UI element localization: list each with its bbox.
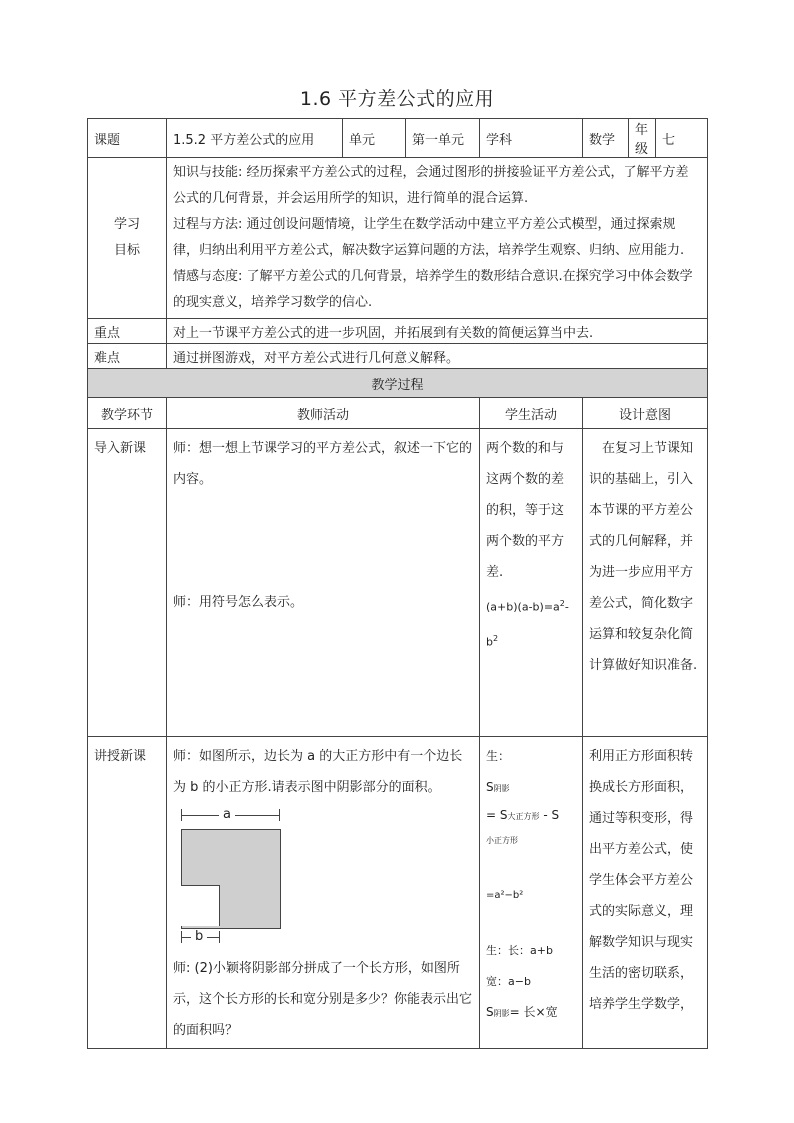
small-square — [181, 885, 220, 926]
intro-stage: 导入新课 — [88, 429, 167, 737]
new-student-eq1: = S大正方形 - S 小正方形 — [486, 808, 560, 845]
formula-minus: - — [564, 600, 569, 614]
goal-process: 过程与方法: 通过创设问题情境，让学生在数学活动中建立平方差公式模型，通过探索规律，归纳出利用平方差公式，解决数字运算问题的方法，培养学生观察、归纳、应用能力. — [173, 217, 685, 258]
square-figure — [173, 807, 313, 947]
subject-label: 学科 — [480, 119, 583, 158]
key-point-label: 重点 — [88, 319, 167, 344]
col-teacher: 教师活动 — [167, 398, 480, 429]
goals-label — [88, 158, 167, 319]
new-student-len: 生：长：a+b — [486, 944, 553, 957]
unit-value: 第一单元 — [406, 119, 480, 158]
goal-knowledge: 知识与技能: 经历探索平方差公式的过程，会通过图形的拼接验证平方差公式，了解平方差公式的几何背景，并会运用所学的知识，进行简单的混合运算. — [173, 165, 689, 206]
new-student — [480, 737, 583, 1049]
label-b: b — [191, 930, 207, 944]
lesson-value: 1.5.2 平方差公式的应用 — [167, 119, 343, 158]
difficulty-row — [88, 344, 708, 369]
formula-b: b — [486, 635, 493, 649]
new-teacher-q1: 师：如图所示，边长为 a 的大正方形中有一个边长为 b 的小正方形.请表示图中阴影部分的面积。 — [173, 749, 463, 795]
intro-teacher-q1: 师：想一想上节课学习的平方差公式，叙述一下它的内容。 — [173, 441, 473, 487]
new-student-l1: 生： — [486, 749, 511, 763]
goals-text — [167, 158, 708, 319]
key-point-text: 对上一节课平方差公式的进一步巩固，并拓展到有关数的简便运算当中去. — [167, 319, 708, 344]
process-header-row — [88, 369, 708, 398]
info-row — [88, 119, 708, 158]
grade-value: 七 — [656, 119, 708, 158]
new-stage: 讲授新课 — [88, 737, 167, 1049]
col-stage: 教学环节 — [88, 398, 167, 429]
goals-row — [88, 158, 708, 319]
new-student-wid: 宽：a−b — [486, 975, 531, 988]
formula-base: (a+b)(a-b)=a — [486, 600, 560, 614]
column-header-row — [88, 398, 708, 429]
grade-label: 年级 — [629, 119, 656, 158]
section-intro-row — [88, 429, 708, 737]
intro-student — [480, 429, 583, 737]
intro-teacher-q2: 师：用符号怎么表示。 — [173, 595, 304, 610]
new-student-s: S阴影 — [486, 780, 510, 794]
goal-emotion: 情感与态度: 了解平方差公式的几何背景，培养学生的数形结合意识.在探究学习中体会数学的现实意义，培养学习数学的信心. — [173, 269, 693, 310]
intro-student-a1: 两个数的和与这两个数的差的积，等于这两个数的平方差. — [486, 441, 565, 580]
new-teacher-q2: 师: (2)小颖将阴影部分拼成了一个长方形，如图所示，这个长方形的长和宽分别是多少？你能表示出它的面积吗？ — [173, 961, 473, 1038]
section-new-row — [88, 737, 708, 1049]
key-point-row — [88, 319, 708, 344]
unit-label: 单元 — [343, 119, 406, 158]
new-student-eq2: =a²−b² — [486, 890, 524, 901]
formula-sup1: 2 — [559, 599, 565, 608]
goals-label-line1: 学习 — [113, 217, 140, 232]
formula-sup2: 2 — [493, 633, 499, 643]
new-intent: 利用正方形面积转换成长方形面积，通过等积变形，得出平方差公式，使学生体会平方差公式的实际意义，理解数学知识与现实生活的密切联系，培养学生学数学， — [583, 737, 708, 1049]
goals-label-line2: 目标 — [113, 243, 140, 258]
difficulty-label: 难点 — [88, 344, 167, 369]
lesson-plan-table — [87, 118, 708, 1049]
col-student: 学生活动 — [480, 398, 583, 429]
label-a: a — [219, 808, 235, 822]
intro-teacher — [167, 429, 480, 737]
new-student-area: S阴影= 长×宽 — [486, 1005, 558, 1019]
process-header: 教学过程 — [88, 369, 708, 398]
intro-intent: 在复习上节课知识的基础上，引入本节课的平方差公式的几何解释，并为进一步应用平方差公式，简化数字运算和较复杂化简计算做好知识准备. — [583, 429, 708, 737]
lesson-label: 课题 — [88, 119, 167, 158]
intro-student-formula — [486, 588, 576, 657]
difficulty-text: 通过拼图游戏，对平方差公式进行几何意义解释。 — [167, 344, 708, 369]
new-teacher — [167, 737, 480, 1049]
page-title: 1.6 平方差公式的应用 — [299, 88, 495, 110]
col-intent: 设计意图 — [583, 398, 708, 429]
subject-value: 数学 — [583, 119, 629, 158]
